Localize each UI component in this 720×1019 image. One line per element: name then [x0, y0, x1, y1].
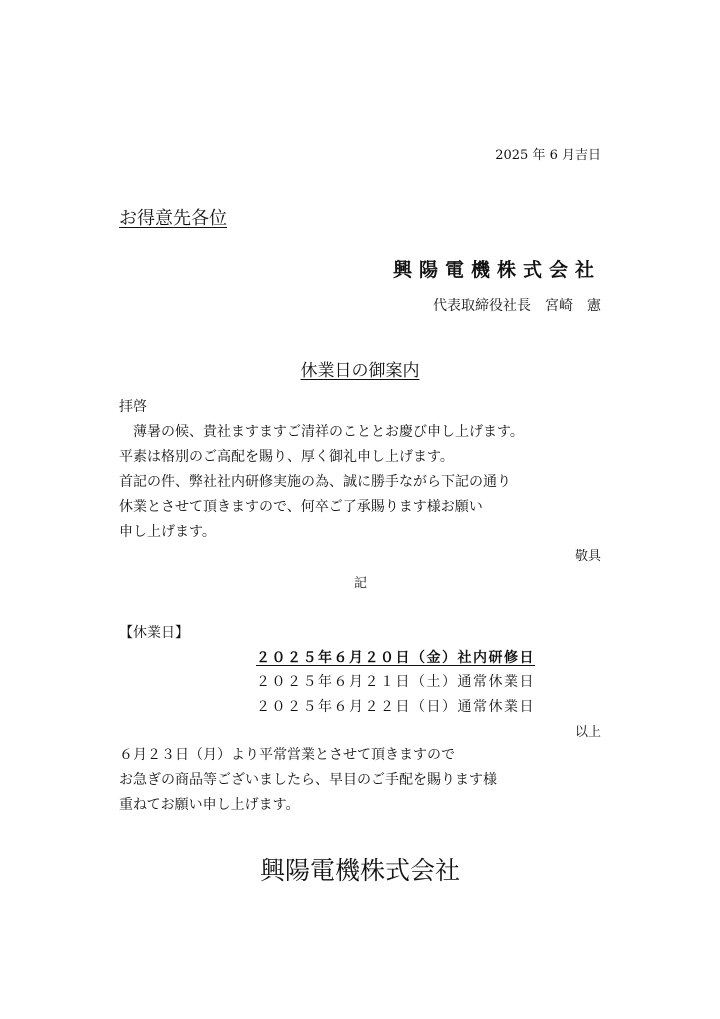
representative-name: 代表取締役社長 宮崎 憲 — [433, 298, 601, 314]
closing-salutation: 敬具 — [574, 549, 601, 564]
company-name-header: 興陽電機株式会社 — [392, 259, 601, 281]
opening-salutation: 拝啓 — [119, 399, 147, 415]
body-line: 首記の件、弊社社内研修実施の為、誠に勝手ながら下記の通り — [119, 474, 511, 490]
footer-company-name: 興陽電機株式会社 — [259, 856, 460, 885]
body-line: 薄暑の候、貴社ますますご清祥のこととお慶び申し上げます。 — [119, 424, 524, 440]
document-title — [0, 356, 720, 381]
notice-line: ６月２３日（月）より平常営業とさせて頂きますので — [119, 747, 455, 763]
notice-line: 重ねてお願い申し上げます。 — [119, 797, 300, 813]
closure-date: ２０２５年６月２１日（土）通常休業日 — [256, 674, 535, 690]
ijo-marker: 以上 — [574, 725, 601, 740]
ki-marker: 記 — [354, 576, 368, 591]
closure-date-main: ２０２５年６月２０日（金）社内研修日 — [256, 650, 535, 666]
closure-label: 【休業日】 — [119, 625, 189, 641]
document-date: 2025 年 6 月吉日 — [495, 148, 601, 163]
body-line: 申し上げます。 — [119, 524, 216, 540]
document-title-text: 休業日の御案内 — [300, 361, 420, 381]
body-line: 休業とさせて頂きますので、何卒ご了承賜ります様お願い — [119, 499, 483, 515]
body-line: 平素は格別のご高配を賜り、厚く御礼申し上げます。 — [119, 449, 454, 465]
closure-date: ２０２５年６月２２日（日）通常休業日 — [256, 699, 535, 715]
notice-line: お急ぎの商品等ございましたら、早目のご手配を賜ります様 — [119, 772, 497, 788]
recipient: お得意先各位 — [119, 208, 227, 229]
